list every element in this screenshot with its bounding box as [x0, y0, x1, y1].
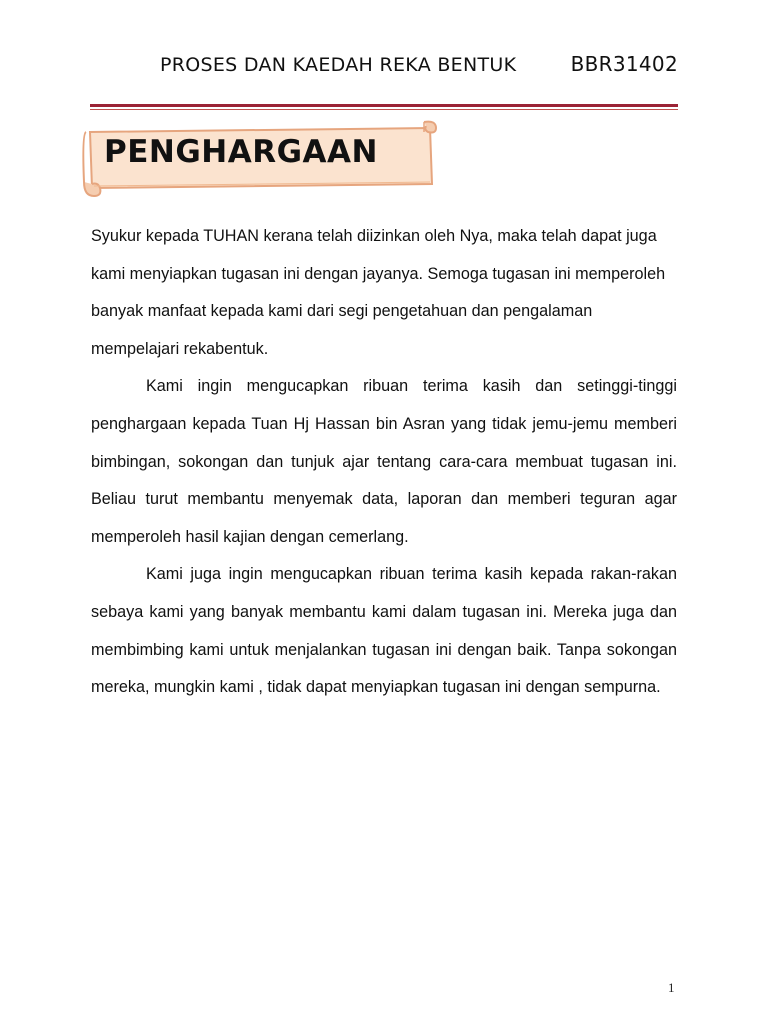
page-number: 1 [668, 980, 675, 995]
section-title: PENGHARGAAN [104, 134, 378, 170]
header-divider [90, 104, 678, 107]
paragraph-gratitude: Syukur kepada TUHAN kerana telah diizinkan oleh Nya, maka telah dapat juga kami menyiapkan tugasan ini dengan jayanya. Semoga tugasan ini memperoleh banyak manfaat kepada kami dari segi pengetahuan dan pengalaman mempelajari rekabentuk. [91, 227, 666, 358]
paragraph-thanks-peers: Kami juga ingin mengucapkan ribuan terima kasih kepada rakan-rakan sebaya kami yang banyak membantu kami dalam tugasan ini. Mereka juga dan membimbing kami untuk menjalankan tugasan ini dengan baik. Tanpa sokongan mereka, mungkin kami , tidak dapat menyiapkan tugasan ini dengan sempurna. [91, 565, 677, 697]
course-title: PROSES DAN KAEDAH REKA BENTUK [160, 54, 517, 76]
body-text [91, 218, 677, 707]
header-divider-thin [90, 109, 678, 110]
course-code: BBR31402 [570, 52, 678, 76]
page-header [160, 50, 680, 80]
section-banner [80, 118, 440, 200]
paragraph-thanks-supervisor: Kami ingin mengucapkan ribuan terima kasih dan setinggi-tinggi penghargaan kepada Tuan Hj Hassan bin Asran yang tidak jemu-jemu memberi bimbingan, sokongan dan tunjuk ajar tentang cara-cara membuat tugasan ini. Beliau turut membantu menyemak data, laporan dan memberi teguran agar memperoleh hasil kajian dengan cemerlang. [91, 377, 677, 546]
